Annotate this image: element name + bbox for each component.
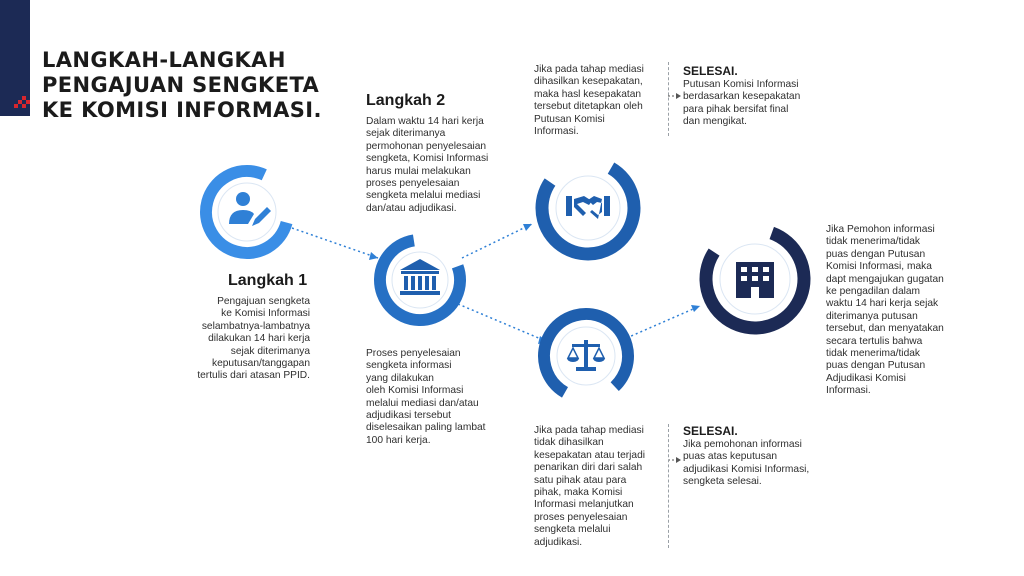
separator-top (668, 62, 669, 136)
separator-bottom (668, 424, 669, 548)
process-text: Proses penyelesaian sengketa informasi yang dilakukan oleh Komisi Informasi melalui mediasi dan/atau adjudikasi tersebut diselesaikan paling lambat 100 hari kerja. (366, 348, 486, 446)
connector-arrowhead (691, 305, 700, 312)
step1-circle (197, 162, 297, 262)
connector-adjudication-court (622, 306, 700, 340)
mediation-fail-text: Jika pada tahap mediasi tidak dihasilkan kesepakatan atau terjadi penarikan diri dari salah satu pihak atau para pihak, maka Komisi Informasi melanjutkan proses penyelesaian sengketa melalui adjudikasi. (534, 425, 646, 548)
title-line-1: LANGKAH-LANGKAH (42, 48, 286, 72)
adjudication-circle (529, 299, 644, 414)
court-text: Jika Pemohon informasi tidak menerima/tidak puas dengan Putusan Komisi Informasi, maka dapt mengajukan gugatan ke pengadilan dalam waktu 14 hari kerja sejak diterimanya putusan tersebut, dan menyatakan secara tertulis bahwa tidak menerima/tidak puas dengan Putusan Adjudikasi Komisi Informasi. (826, 224, 944, 397)
step1-text: Pengajuan sengketa ke Komisi Informasi selambatnya-lambatnya dilakukan 14 hari kerja sejak diterimanya keputusan/tanggapan tertulis dari atasan PPID. (197, 296, 310, 382)
connector-step2-mediation (462, 224, 532, 258)
connector-step2-adjudication (458, 304, 548, 342)
selesai-top-text: Putusan Komisi Informasi berdasarkan kesepakatan para pihak bersifat final dan mengikat. (683, 79, 801, 128)
selesai-bottom-heading: SELESAI. (683, 424, 738, 438)
step1-heading: Langkah 1 (228, 272, 308, 289)
office-building-icon (736, 262, 774, 298)
title-line-2: PENGAJUAN SENGKETA (42, 73, 320, 97)
connector-arrowhead (523, 224, 532, 231)
connector-step1-step2 (292, 228, 378, 258)
mediation-circle (525, 145, 651, 271)
mediation-success-text: Jika pada tahap mediasi dihasilkan kesepakatan, maka hasl kesepakatan tersebut ditetapkan oleh Putusan Komisi Informasi. (534, 64, 644, 138)
step2-circle (369, 229, 472, 332)
selesai-top-heading: SELESAI. (683, 64, 738, 78)
title-line-3: KE KOMISI INFORMASI. (42, 98, 322, 122)
selesai-bottom-text: Jika pemohonan informasi puas atas keputusan adjudikasi Komisi Informasi, sengketa selesai. (683, 439, 810, 488)
step2-heading: Langkah 2 (366, 92, 446, 109)
court-circle (692, 216, 818, 342)
connector-arrowhead (369, 252, 378, 260)
step2-text: Dalam waktu 14 hari kerja sejak diterimanya permohonan penyelesaian sengketa, Komisi Informasi harus mulai melakukan proses penyelesaian sengketa melalui mediasi dan/atau adjudikasi. (366, 116, 489, 214)
